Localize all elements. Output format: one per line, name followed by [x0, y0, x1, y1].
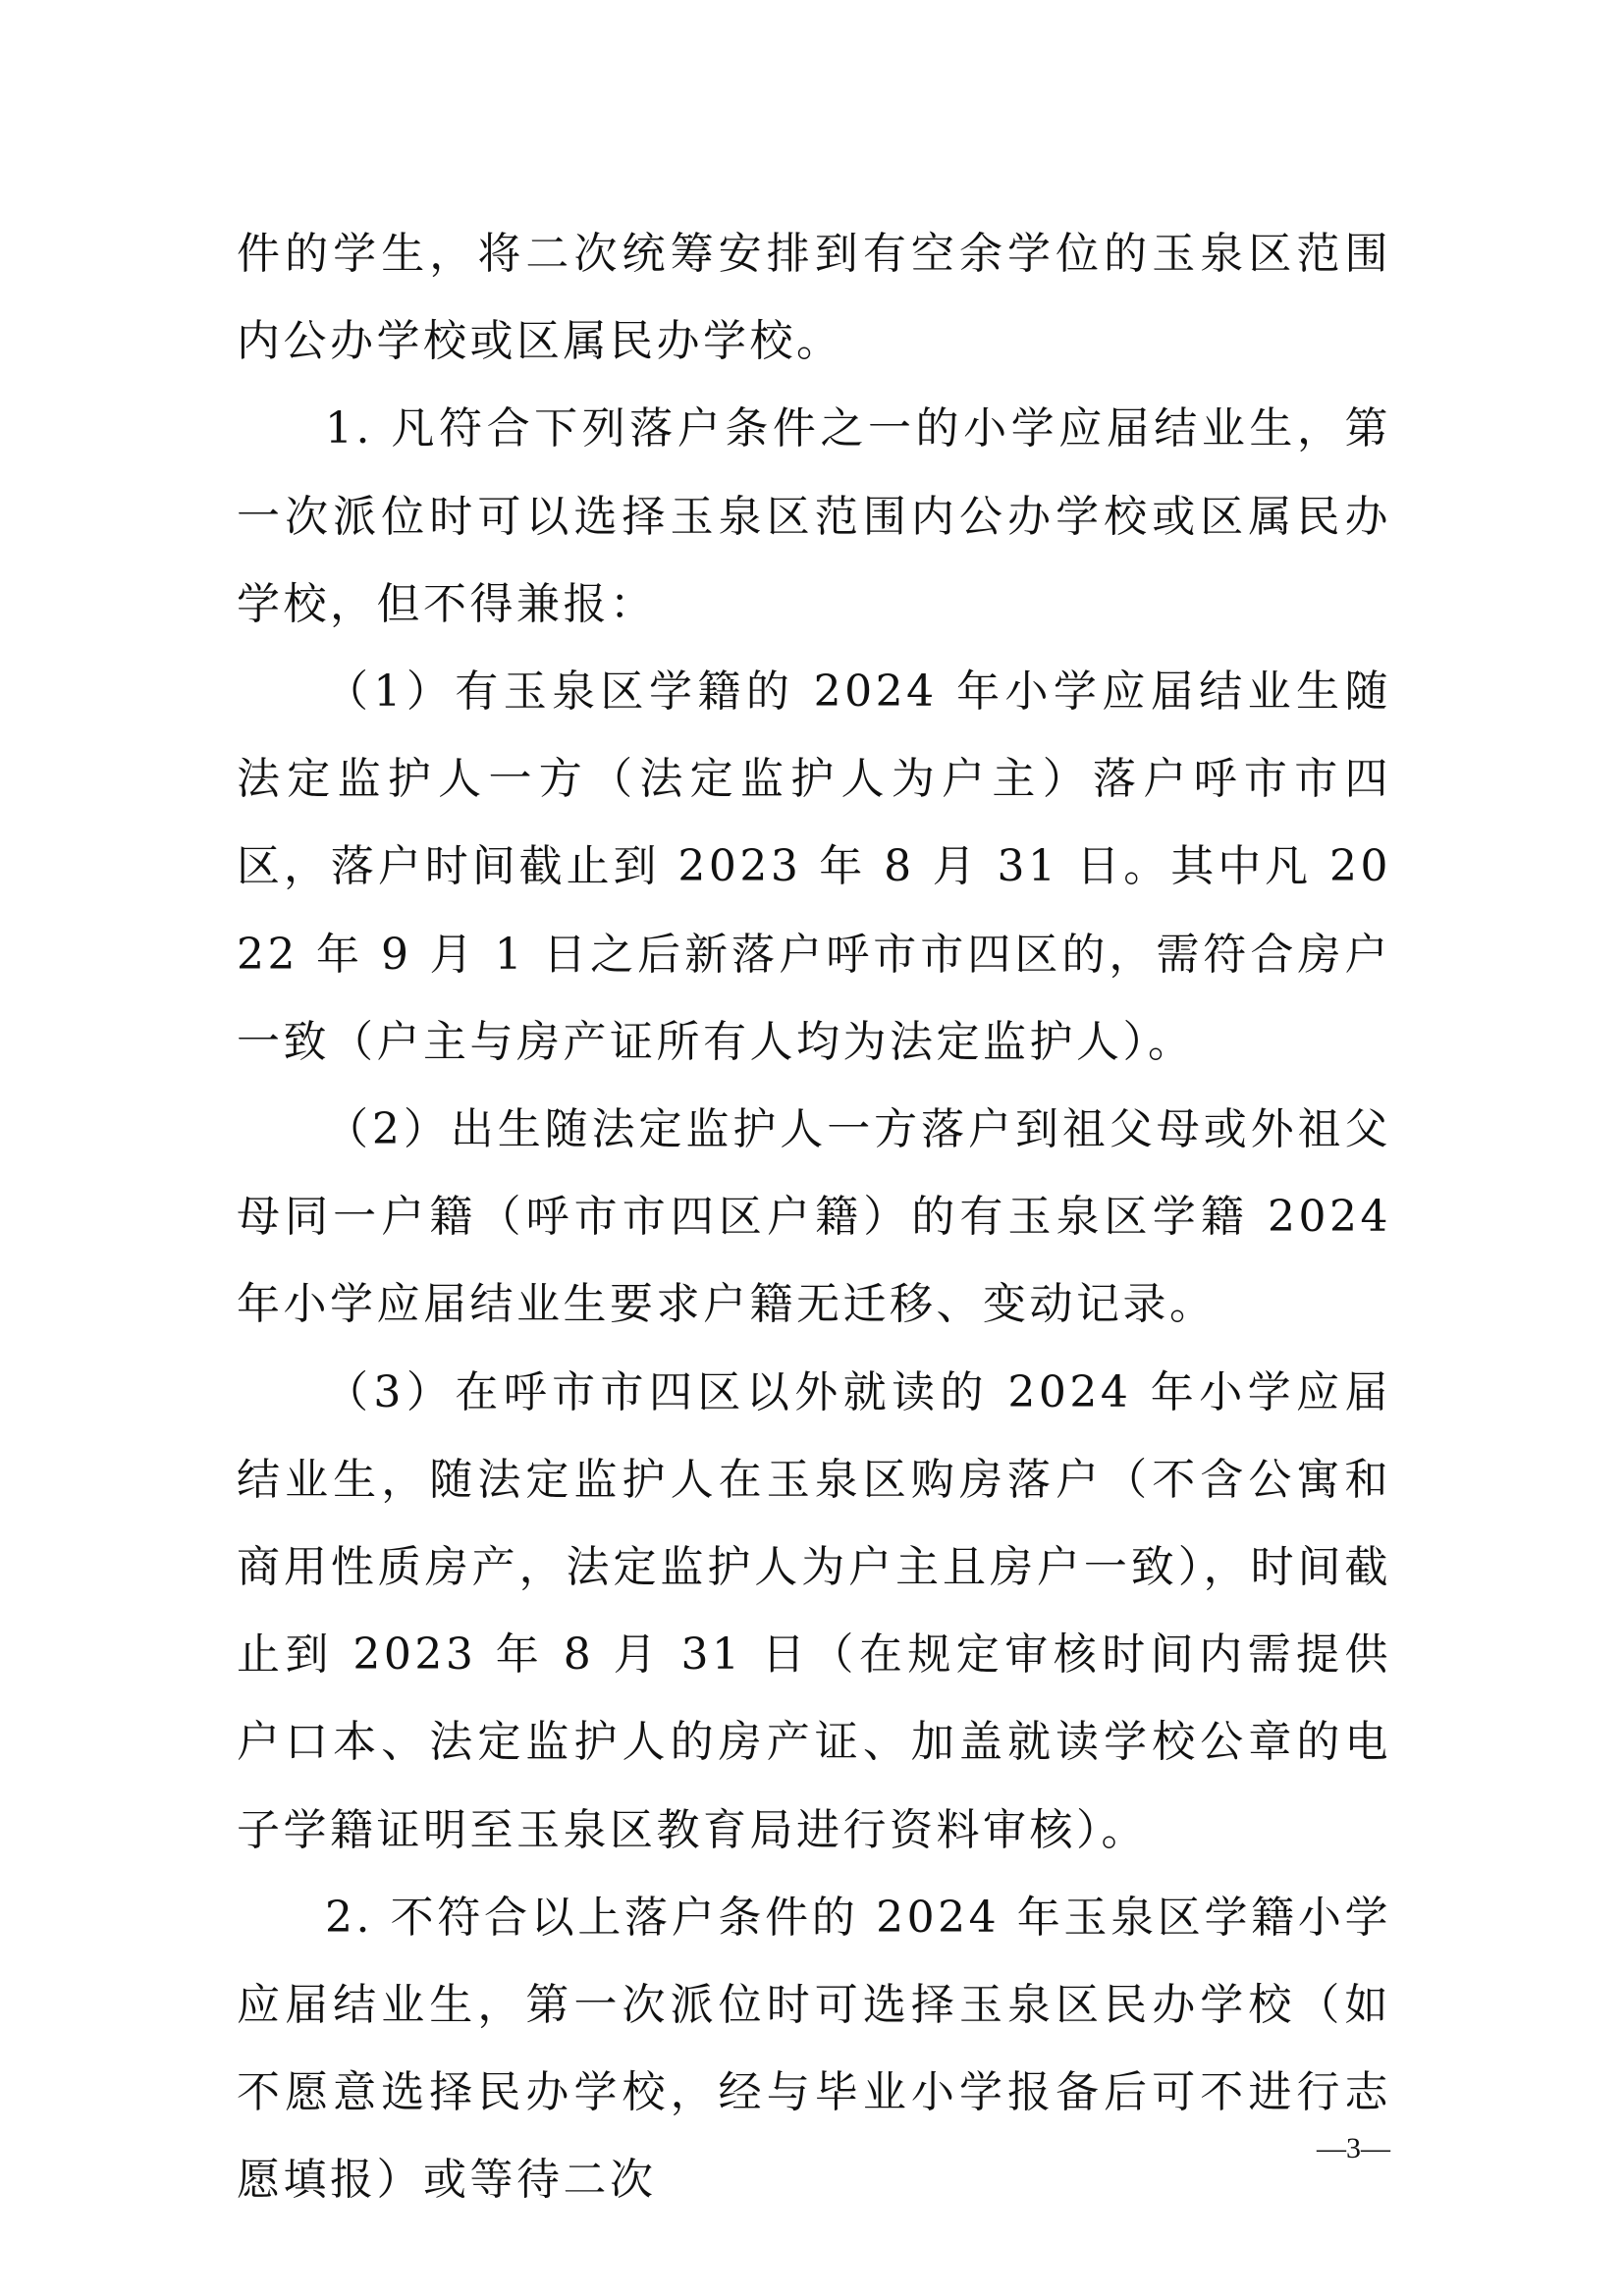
page-number: —3—	[1317, 2132, 1390, 2164]
paragraph-continuation: 件的学生，将二次统筹安排到有空余学位的玉泉区范围内公办学校或区属民办学校。	[237, 229, 1391, 367]
paragraph-subitem-2: （2）出生随法定监护人一方落户到祖父母或外祖父母同一户籍（呼市市四区户籍）的有玉泉区学籍 2024 年小学应届结业生要求户籍无迁移、变动记录。	[237, 1104, 1391, 1330]
paragraph-subitem-1: （1）有玉泉区学籍的 2024 年小学应届结业生随法定监护人一方（法定监护人为户主）落户呼市市四区，落户时间截止到 2023 年 8 月 31 日。其中凡 2022 年 9 月 1 日之后新落户呼市市四区的，需符合房户一致（户主与房产证所有人均为法定监护人）。	[237, 667, 1391, 1067]
paragraph-item-2: 2. 不符合以上落户条件的 2024 年玉泉区学籍小学应届结业生，第一次派位时可选择玉泉区民办学校（如不愿意选择民办学校，经与毕业小学报备后可不进行志愿填报）或等待二次	[237, 1892, 1391, 2206]
document-body	[237, 210, 1391, 2224]
paragraph-subitem-3: （3）在呼市市四区以外就读的 2024 年小学应届结业生，随法定监护人在玉泉区购房落户（不含公寓和商用性质房产，法定监护人为户主且房户一致），时间截止到 2023 年 8 月 31 日（在规定审核时间内需提供户口本、法定监护人的房产证、加盖就读学校公章的电子学籍证明至玉泉区教育局进行资料审核）。	[237, 1366, 1391, 1855]
paragraph-item-1: 1. 凡符合下列落户条件之一的小学应届结业生，第一次派位时可以选择玉泉区范围内公办学校或区属民办学校，但不得兼报：	[237, 403, 1391, 629]
